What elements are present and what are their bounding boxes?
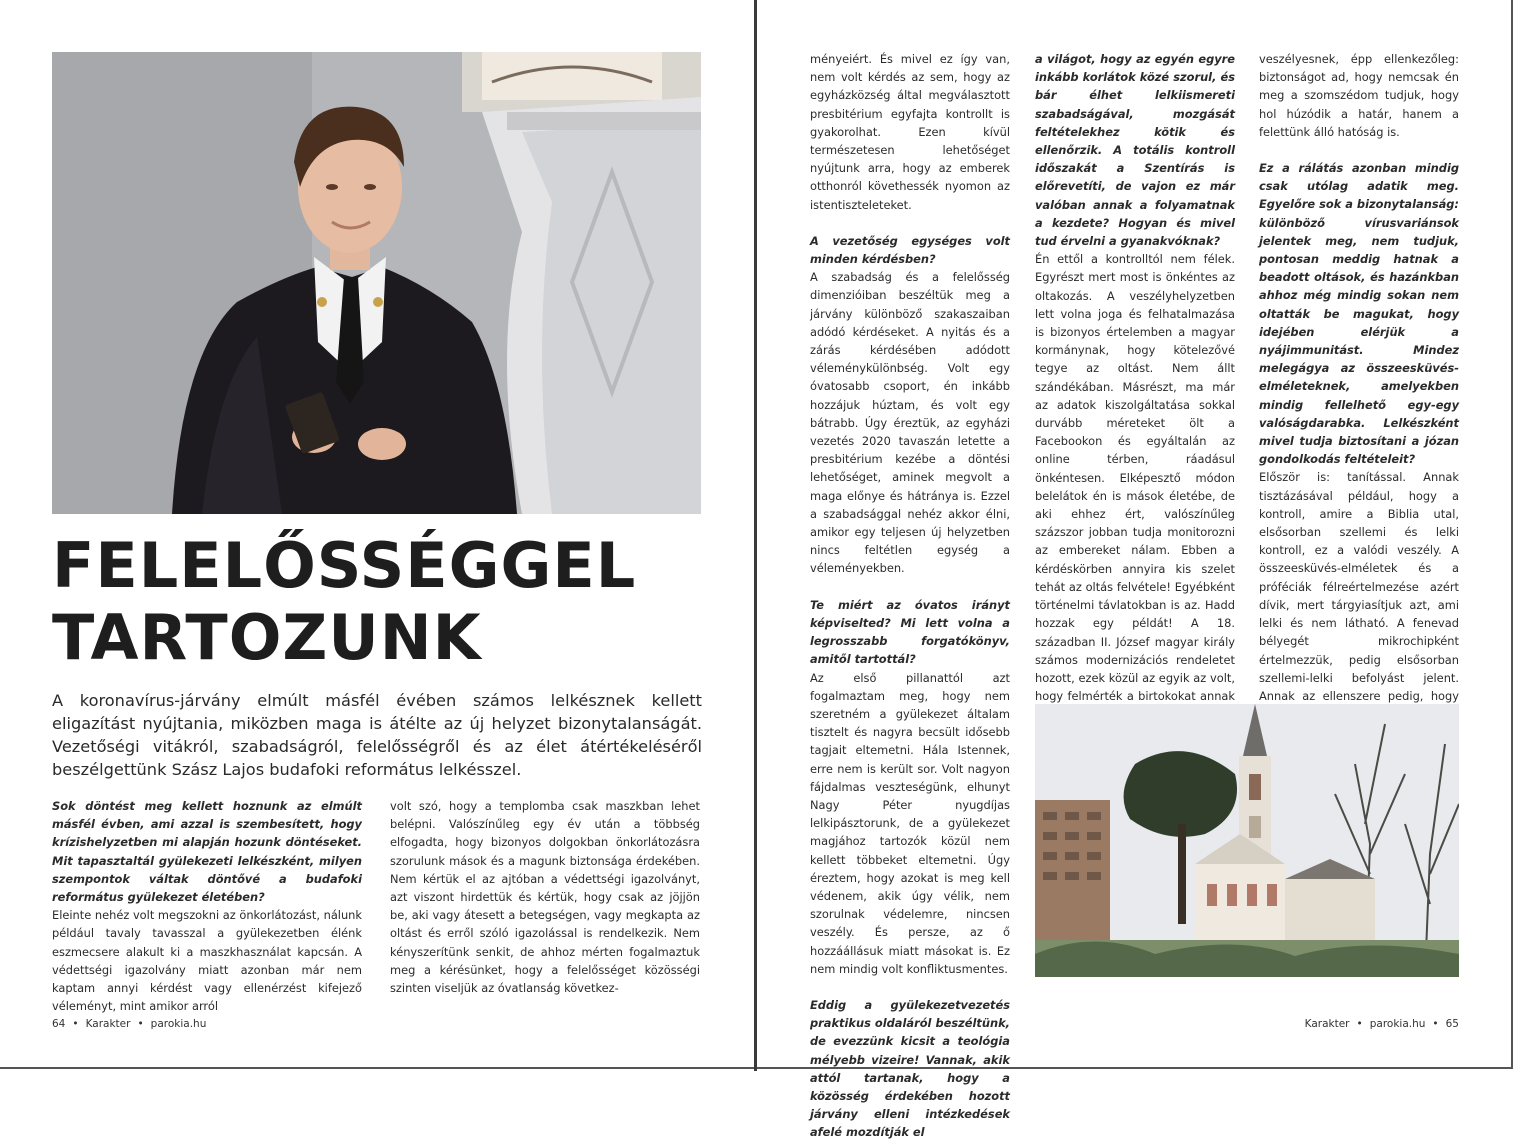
right-page (757, 0, 1515, 1140)
answer: Először is: tanítással. Annak tisztázásával például, hogy a kontroll, amire a Biblia utal, elsősorban szellemi és lelki kontroll, ez a valódi veszély. A összeesküvés-elméletek és a próféciák félreértelmezése azért dívik, mert tárgyiasítjuk azt, ami lelki és nem látható. A fenevad bélyegét mikrochipként értelmezzük, pedig elsősorban szellemi-lelki befolyást jelent. Annak az ellenszere pedig, hogy (1259, 470, 1459, 703)
article-lead: A koronavírus-járvány elmúlt másfél évében számos lelkésznek kellett eligazítást nyújtania, miközben maga is átélte az új helyzet bizonytalanságát. Vezetőségi vitákról, szabadságról, felelősségről és az élet átértékeléséről beszélgettünk Szász Lajos budafoki református lelkésszel. (52, 691, 702, 779)
article-title (52, 530, 702, 674)
answer: Eleinte nehéz volt megszokni az önkorlátozást, nálunk például tavaly tavasszal a gyülekezetben élénk eszmecsere alakult ki a maszkhasználat kapcsán. A védettségi igazolvány miatt azonban már nem kaptam annyi kérdést vagy ellenérzést kifejező véleményt, mint amikor arról (52, 908, 362, 1014)
answer: Az első pillanattól azt fogalmaztam meg, hogy nem szeretném a gyülekezet általam tisztelt és nagyra becsült idősebb tagjait eltemetni. Hála Istennek, erre nem is került sor. Volt nagyon fájdalmas veszteségünk, elhunyt Nagy Péter nyugdíjas lelkipásztorunk, de a gyülekezet magjához tartozók közül nem kellett többeket eltemetni. Úgy éreztem, hogy azokat is meg kell védenem, akik úgy vélik, nem szorulnak védelemre, nincsen veszély. És persze, az ő hozzáállásuk miatt másokat is. Ez nem mindig volt konfliktusmentes. (810, 670, 1010, 976)
answer: Én ettől a kontrolltól nem félek. Egyrészt mert most is önkéntes az oltakozás. A veszélyhelyzetben lett volna joga és felhatalmazása is bizonyos értelemben a magyar kormánynak, hogy kötelezővé tegye az oltást. Nem állt szándékában. Másrészt, ma már az adatok kiszolgáltatása sokkal durvább méreteket ölt a Facebookon és egyáltalán az online térben, ráadásul önkéntesen. Elképesztő módon belelátok én is mások életébe, de aki ehhez ért, valószínűleg százszor jobban tudja monitorozni az embereket nálam. Ebben a kérdéskörben annyira kis szelet tehát az oltás felvétele! Egyébként történelmi távlatokban is az. Hadd hozzak egy példát! A 18. században II. József magyar király számos modernizációs rendeletet hozott, ezek közül az egyik az volt, hogy felmérték a birtokokat annak (1035, 252, 1235, 704)
left-page (0, 0, 754, 1071)
separator-dot: • (1356, 1018, 1363, 1030)
church-photo (1035, 704, 1459, 977)
answer: veszélyesnek, épp ellenkezőleg: biztonságot ad, hogy nemcsak én meg a szomszédom tudjuk, hogy hol húzódik a határ, hanem a felettünk álló hatóság is. (1259, 52, 1459, 139)
folio-right (1305, 1018, 1459, 1030)
site-name: parokia.hu (1369, 1018, 1426, 1030)
site-name: parokia.hu (150, 1018, 207, 1030)
question: Sok döntést meg kellett hoznunk az elmúlt másfél évben, ami azzal is szembesített, hogy krízishelyzetben mi alapján hozunk döntéseket. Mit tapasztaltál gyülekezeti lelkészként, milyen szempontok váltak döntővé a budafoki református gyülekezet életében? (52, 799, 362, 905)
right-column-1 (810, 50, 1010, 1142)
magazine-name: Karakter (1304, 1018, 1350, 1030)
left-column-2 (390, 797, 700, 997)
portrait-photo (52, 52, 701, 514)
separator-dot: • (1432, 1018, 1439, 1030)
answer: ményeiért. És mivel ez így van, nem volt kérdés az sem, hogy az egyházközség által megválasztott presbitérium egyfajta kontrollt is gyakorolhat. Ezen kívül természetesen lehetőséget nyújtunk arra, hogy az emberek otthonról követhessék nyomon az istentiszteleteket. (810, 52, 1010, 212)
answer: volt szó, hogy a templomba csak maszkban lehet belépni. Valószínűleg egy év után a többség elfogadta, hogy bizonyos dolgokban önkorlátozásra szorulunk mások és a magunk biztonsága érdekében. Nem kértük el az ajtóban a védettségi igazolványt, azt viszont hirdettük és kértük, hogy csak az jöjjön be, aki vagy átesett a betegségen, vagy megkapta az oltást és erről szóló igazolással is rendelkezik. Nem kényszerítünk senkit, de ahhoz mérten fogalmaztuk meg a kérésünket, hogy a felelősséget közösségi szinten viseljük az óvatlanság következ- (390, 799, 700, 996)
page-number: 65 (1445, 1018, 1459, 1030)
portrait-illustration (52, 52, 701, 514)
title-line-2: TARTOZUNK (52, 601, 482, 674)
question: a világot, hogy az egyén egyre inkább korlátok közé szorul, és bár élhet lelkiismereti szabadságával, mozgását feltételekhez kötik és ellenőrzik. A totális kontroll időszakát a Szentírás is előrevetíti, de vajon ez már valóban annak a folyamatnak a kezdete? Hogyan és mivel tud érvelni a gyanakvóknak? (1035, 52, 1235, 249)
question: Ez a rálátás azonban mindig csak utólag adatik meg. Egyelőre sok a bizonytalanság: különböző vírusvariánsok jelentek meg, nem tudjuk, pontosan meddig hatnak a beadott oltások, és hazánkban ahhoz még mindig sokan nem oltatták be magukat, hogy idejében elérjük a nyájimmunitást. Mindez melegágya az összeesküvés-elméleteknek, amelyekben mindig fellelhető egy-egy valóságdarabka. Lelkészként mivel tudja biztosítani a józan gondolkodás feltételeit? (1259, 161, 1459, 467)
magazine-name: Karakter (85, 1018, 131, 1030)
question: Te miért az óvatos irányt képviselted? Mi lett volna a legrosszabb forgatókönyv, amitől tartottál? (810, 597, 1010, 667)
question: Eddig a gyülekezetvezetés praktikus oldaláról beszéltünk, de evezzünk kicsit a teológia mélyebb vizeire! Vannak, akik attól tartanak, hogy a közösség érdekében hozott járvány elleni intézkedések afelé mozdítják el (810, 997, 1010, 1140)
page-number: 64 (52, 1018, 66, 1030)
separator-dot: • (137, 1018, 144, 1030)
question: A vezetőség egységes volt minden kérdésben? (810, 233, 1010, 267)
church-illustration (1035, 704, 1459, 977)
answer: A szabadság és a felelősség dimenzióiban beszéltük meg a járvány különböző szakaszaiban adódó kérdéseket. A nyitás és a zárás kérdésében adódott véleménykülönbség. Volt egy óvatosabb csoport, én inkább hozzájuk húztam, és volt egy bátrabb. Úgy éreztük, az egyházi vezetés 2020 tavaszán letette a presbitérium kezébe a döntési lehetőséget, aminek megvolt a maga előnye és hátránya is. Ezzel a szabadsággal nehéz akkor élni, amikor egy teljesen új helyzetben nincs feltétlen egység a véleményekben. (810, 270, 1010, 576)
separator-dot: • (72, 1018, 79, 1030)
title-line-1: FELELŐSSÉGGEL (52, 529, 637, 602)
left-column-1 (52, 797, 362, 1015)
folio-left (52, 1018, 206, 1030)
